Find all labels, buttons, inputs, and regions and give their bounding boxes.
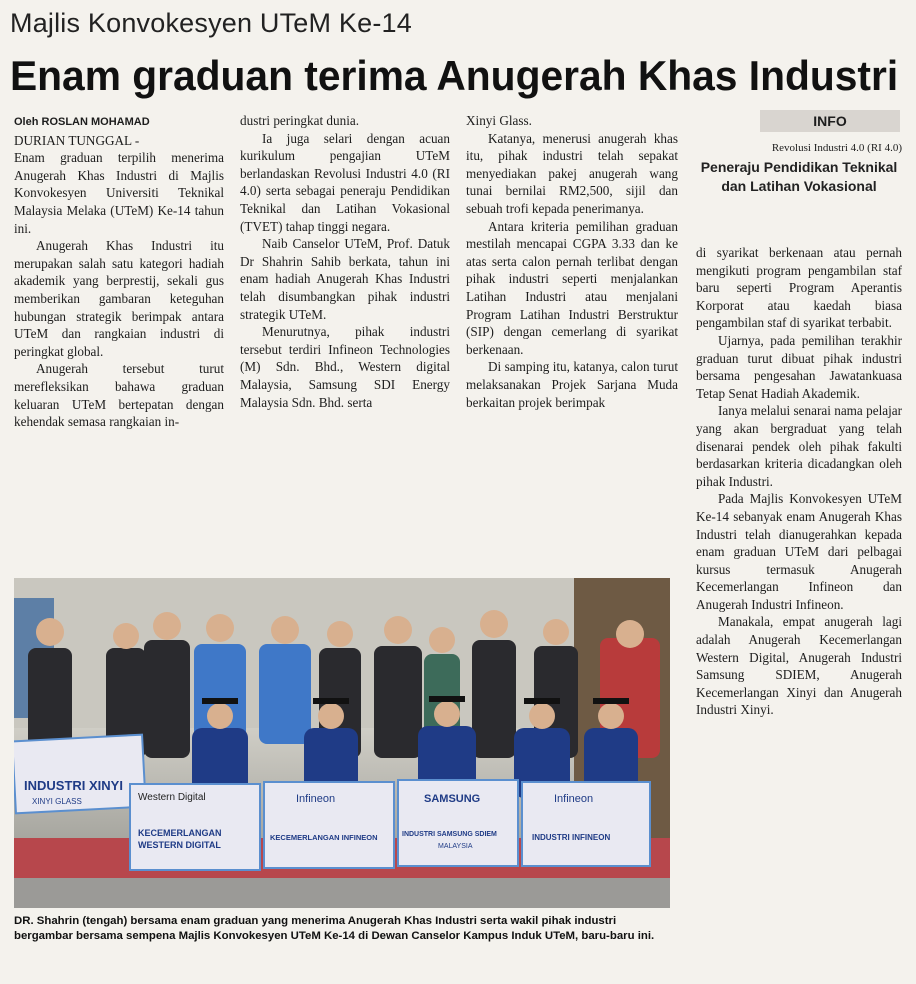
- award-board-samsung: [398, 780, 518, 866]
- paragraph: Katanya, menerusi anugerah khas itu, pihak industri telah sepakat menyediakan pakej anugerah wang tunai bernilai RM2,500, sijil dan sebuah trofi kepada penerimanya.: [466, 130, 678, 216]
- byline: Oleh ROSLAN MOHAMAD: [14, 116, 150, 128]
- paragraph: Enam graduan terpilih menerima Anugerah Khas Industri di Majlis Konvokesyen Universiti Teknikal Malaysia Melaka (UTeM) Ke-14 tahun ini.: [14, 150, 224, 236]
- photo-illustration: [14, 578, 670, 908]
- kicker: Majlis Konvokesyen UTeM Ke-14: [10, 8, 412, 38]
- board-infineon2-brand: Infineon: [554, 793, 594, 805]
- paragraph: Ianya melalui senarai nama pelajar yang akan bergraduat yang telah disenarai pendek oleh pihak fakulti berdasarkan kriteria dicadangkan oleh pihak Industri.: [696, 403, 902, 489]
- award-board-infineon-industri: [522, 782, 650, 866]
- paragraph: Di samping itu, katanya, calon turut melaksanakan Projek Sarjana Muda berkaitan projek berimpak: [466, 359, 678, 410]
- board-infineon-line: KECEMERLANGAN INFINEON: [270, 833, 378, 842]
- paragraph: Manakala, empat anugerah lagi adalah Anugerah Kecemerlangan Western Digital, Anugerah Industri Samsung SDIEM, Anugerah Kecemerlangan Xinyi dan Anugerah Industri Xinyi.: [696, 614, 902, 718]
- paragraph: Antara kriteria pemilihan graduan mestilah mencapai CGPA 3.33 dan ke atas serta calon pernah terlibat dengan pihak industri seperti menjalankan Latihan Industri atau menjalani Program Latihan Industri Berstruktur (SIP) dengan cemerlang di syarikat berkenaan.: [466, 218, 678, 357]
- board-samsung-sub: MALAYSIA: [438, 843, 473, 850]
- article-column-2: [240, 112, 450, 564]
- headline: Enam graduan terima Anugerah Khas Industri: [10, 52, 899, 99]
- article-column-1: [14, 112, 224, 564]
- board-wd-brand: Western Digital: [138, 792, 206, 803]
- board-wd-line1: KECEMERLANGAN: [138, 828, 222, 838]
- news-photo: [14, 578, 670, 908]
- award-board-western-digital: [130, 784, 260, 870]
- board-infineon2-line: INDUSTRI INFINEON: [532, 833, 611, 842]
- board-xinyi-title: INDUSTRI XINYI: [24, 778, 123, 793]
- paragraph: Ujarnya, pada pemilihan terakhir graduan turut dibuat pihak industri bersama pengesahan Jawatankuasa Tetap Senat Hadiah Akademik.: [696, 332, 902, 401]
- paragraph: dustri peringkat dunia.: [240, 113, 360, 128]
- paragraph: Anugerah Khas Industri itu merupakan salah satu kategori hadiah akademik yang berprestij, sekali gus memberikan gambaran keteguhan hubungan strategik berimpak antara UTeM dan rangkaian industri di peringkat global.: [14, 238, 224, 359]
- info-box: [696, 110, 902, 236]
- paragraph: Menurutnya, pihak industri tersebut terdiri Infineon Technologies (M) Sdn. Bhd., Western digital Malaysia, Samsung SDI Energy Malaysia Sdn. Bhd. serta: [240, 324, 450, 410]
- paragraph: Anugerah tersebut turut merefleksikan bahawa graduan keluaran UTeM bertepatan dengan kehendak semasa rangkaian in-: [14, 361, 224, 430]
- board-xinyi-sub: XINYI GLASS: [32, 797, 82, 806]
- paragraph: Ia juga selari dengan acuan kurikulum pengajian UTeM berlandaskan Revolusi Industri 4.0 (RI 4.0) serta sebagai peneraju Pendidikan Teknikal dan Latihan Vokasional (TVET) tahap tinggi negara.: [240, 130, 450, 234]
- info-tag: INFO: [760, 110, 900, 132]
- article-column-3: [466, 112, 678, 564]
- info-subtitle: Revolusi Industri 4.0 (RI 4.0): [771, 142, 902, 154]
- board-samsung-brand: SAMSUNG: [424, 793, 481, 805]
- award-board-xinyi: [14, 735, 146, 814]
- photo-caption: DR. Shahrin (tengah) bersama enam graduan yang menerima Anugerah Khas Industri serta wakil pihak industri bergambar bersama sempena Majlis Konvokesyen UTeM Ke-14 di Dewan Canselor Kampus Induk UTeM, baru-baru ini.: [14, 915, 655, 943]
- info-title: Peneraju Pendidikan Teknikal dan Latihan Vokasional: [700, 159, 898, 194]
- paragraph: di syarikat berkenaan atau pernah mengikuti program pengambilan staf baru seperti Program Aperantis Korporat atau kaedah biasa pengambilan staf di syarikat terbabit.: [696, 245, 902, 331]
- paragraph: Naib Canselor UTeM, Prof. Datuk Dr Shahrin Sahib berkata, tahun ini enam hadiah Anugerah Khas Industri telah disumbangkan pihak industri strategik UTeM.: [240, 236, 450, 322]
- paragraph: Pada Majlis Konvokesyen UTeM Ke-14 sebanyak enam Anugerah Khas Industri telah dianugerahkan kepada enam graduan UTeM dari pelbagai kursus termasuk Anugerah Kecemerlangan Infineon dan Anugerah Industri Infineon.: [696, 491, 902, 612]
- award-board-infineon: [264, 782, 394, 868]
- board-wd-line2: WESTERN DIGITAL: [138, 840, 221, 850]
- paragraph: Xinyi Glass.: [466, 113, 532, 128]
- dateline: DURIAN TUNGGAL -: [14, 132, 140, 148]
- article-column-4: [696, 244, 902, 968]
- board-infineon-brand: Infineon: [296, 793, 336, 805]
- board-samsung-line: INDUSTRI SAMSUNG SDIEM: [402, 831, 497, 838]
